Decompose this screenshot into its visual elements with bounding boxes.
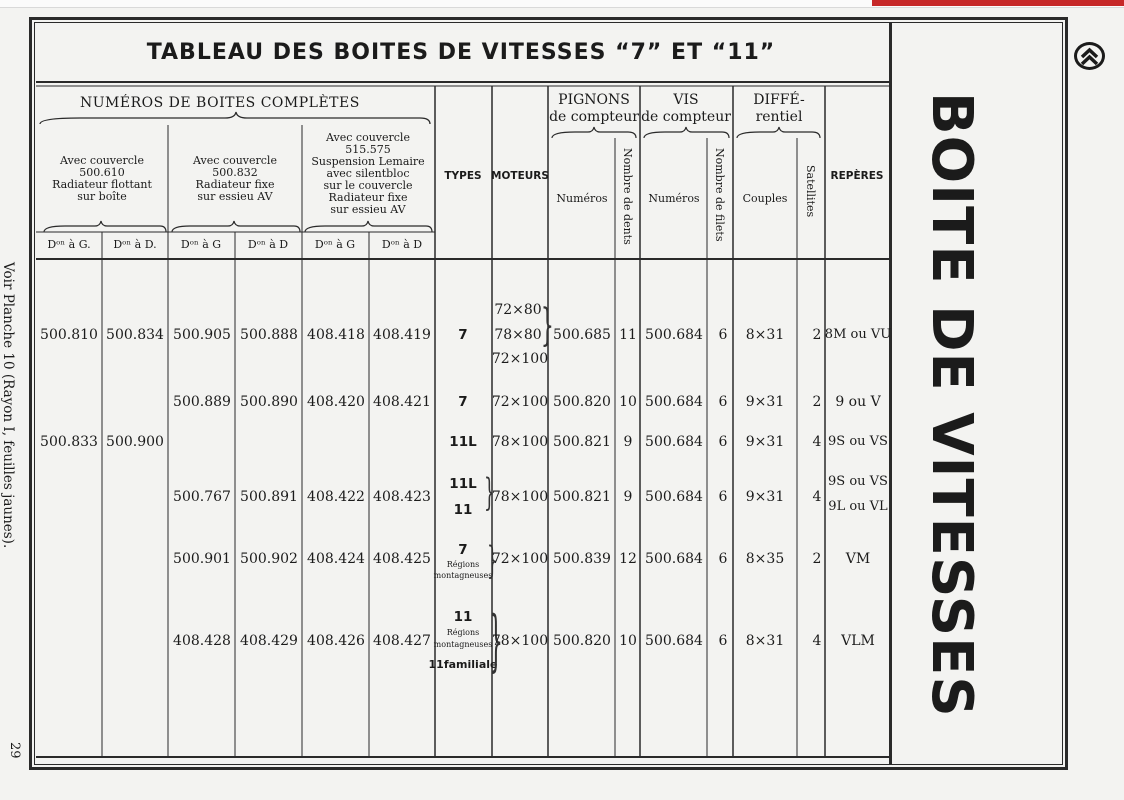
table-cell: 500.684 [645, 551, 703, 567]
type-note: Régions [446, 560, 480, 569]
table-cell: 2 [812, 327, 822, 343]
col1-header-line: sur boîte [77, 190, 127, 203]
moteur-cell: 78×80 [494, 327, 542, 343]
table-cell: 4 [812, 633, 822, 649]
vis-header-line: VIS [673, 92, 699, 108]
type-cell: 11 [453, 609, 473, 625]
col2-header [193, 155, 277, 203]
table-cell: 500.684 [645, 327, 703, 343]
type-note: montagneuses [433, 640, 493, 649]
table-cell: 10 [619, 394, 637, 410]
couples-header: Couples [742, 192, 788, 205]
reperes-cell: 9S ou VS [828, 474, 888, 489]
table-cell: 408.421 [373, 394, 431, 410]
table-cell: 500.684 [645, 434, 703, 450]
table-cell: 408.425 [373, 551, 431, 567]
pignons-header-line: PIGNONS [558, 92, 630, 108]
pignons-header [549, 92, 639, 126]
table-cell: 500.891 [240, 489, 298, 505]
pignons-header-line: de compteur [549, 109, 639, 125]
table-cell: 2 [812, 551, 822, 567]
reperes-cell: 8M ou VU [824, 327, 892, 342]
col3-header-line: Suspension Lemaire [311, 155, 425, 168]
reperes-cell: 9S ou VS [828, 434, 888, 449]
table-cell: 6 [718, 394, 728, 410]
dir-header: Dᵒⁿ à G [314, 238, 356, 251]
diff-header-line: DIFFÉ- [753, 92, 805, 108]
moteur-cell: 72×80 [494, 302, 542, 318]
table-cell: 408.424 [307, 551, 365, 567]
table-cell: 500.684 [645, 489, 703, 505]
reperes-cell: 9 ou V [835, 394, 881, 410]
moteur-cell: 78×100 [491, 489, 549, 505]
table-cell: 11 [619, 327, 637, 343]
table-cell: 500.900 [106, 434, 164, 450]
reperes-cell: VLM [841, 633, 875, 649]
diff-header [753, 92, 804, 126]
table-cell: 500.833 [40, 434, 98, 450]
table-cell: 500.685 [553, 327, 611, 343]
dir-header: Dᵒⁿ à D. [113, 238, 157, 251]
reperes-cell: VM [845, 551, 871, 567]
table-cell: 9 [623, 434, 633, 450]
side-note-text: Voir Planche 10 (Rayon I, feuilles jaunes). [0, 262, 16, 549]
brace-mark: } [489, 606, 503, 681]
table-cell: 500.820 [553, 633, 611, 649]
table-cell: 2 [812, 394, 822, 410]
col3-header [311, 132, 424, 216]
table-cell: 6 [718, 434, 728, 450]
col1-header-line: 500.610 [79, 166, 125, 179]
table-cell: 9×31 [745, 489, 785, 505]
table-cell: 500.888 [240, 327, 298, 343]
table-cell: 9 [623, 489, 633, 505]
table-cell: 12 [619, 551, 637, 567]
table-cell: 500.902 [240, 551, 298, 567]
type-note: Régions [446, 628, 480, 637]
col2-header-line: sur essieu AV [197, 190, 273, 203]
pignons-numeros-header: Numéros [556, 192, 608, 205]
col1-header-line: Radiateur flottant [52, 178, 152, 191]
table-cell: 500.821 [553, 434, 611, 450]
vis-header-line: de compteur [641, 109, 731, 125]
moteur-cell: 78×100 [491, 434, 549, 450]
table-cell: 8×35 [745, 551, 785, 567]
table-cell: 500.901 [173, 551, 231, 567]
satellites-header: Satellites [804, 165, 817, 218]
moteurs-header: MOTEURS [491, 170, 549, 182]
dir-header: Dᵒⁿ à D [247, 238, 289, 251]
type-cell: 7 [458, 542, 468, 558]
table-cell: 408.429 [240, 633, 298, 649]
table-cell: 8×31 [745, 633, 785, 649]
diff-header-line: rentiel [755, 109, 803, 125]
col2-header-line: Avec couvercle [193, 154, 277, 167]
moteur-cell: 72×100 [491, 551, 549, 567]
table-cell: 500.820 [553, 394, 611, 410]
table-cell: 500.889 [173, 394, 231, 410]
table-cell: 500.684 [645, 633, 703, 649]
reperes-cell: 9L ou VL [828, 499, 888, 514]
table-cell: 408.420 [307, 394, 365, 410]
table-cell: 408.426 [307, 633, 365, 649]
col3-header-line: 515.575 [345, 143, 391, 156]
table-cell: 500.821 [553, 489, 611, 505]
table-cell: 408.423 [373, 489, 431, 505]
vis-header [641, 92, 731, 126]
table-cell: 6 [718, 489, 728, 505]
brace-mark: } [487, 540, 498, 584]
moteur-cell: 72×100 [491, 351, 549, 367]
brace-mark: } [484, 472, 495, 516]
type-cell: 11L [449, 476, 477, 492]
type-note: montagneuses [433, 571, 493, 580]
table-cell: 500.767 [173, 489, 231, 505]
nombre-dents-header: Nombre de dents [621, 148, 634, 245]
table-cell: 500.905 [173, 327, 231, 343]
table-cell: 500.810 [40, 327, 98, 343]
col1-header [52, 155, 152, 203]
col3-header-line: sur essieu AV [330, 203, 406, 216]
table-cell: 500.839 [553, 551, 611, 567]
table-cell: 408.419 [373, 327, 431, 343]
moteur-cell: 72×100 [491, 394, 549, 410]
table-cell: 408.427 [373, 633, 431, 649]
type-cell: 11 [453, 502, 473, 518]
numeros-group-header: NUMÉROS DE BOITES COMPLÈTES [80, 95, 360, 111]
reperes-header: REPÈRES [830, 170, 884, 182]
col2-header-line: 500.832 [212, 166, 258, 179]
table-cell: 408.428 [173, 633, 231, 649]
moteur-cell: 78×100 [491, 633, 549, 649]
table-cell: 500.834 [106, 327, 164, 343]
dir-header: Dᵒⁿ à D [381, 238, 423, 251]
page-title: TABLEAU DES BOITES DE VITESSES “7” ET “11” [146, 40, 776, 65]
type-cell: 11L [449, 434, 477, 450]
sidebar-title-text: BOITE DE VITESSES [919, 92, 984, 718]
col2-header-line: Radiateur fixe [195, 178, 275, 191]
col3-header-line: Radiateur fixe [328, 191, 408, 204]
col3-header-line: sur le couvercle [323, 179, 413, 192]
table-cell: 4 [812, 434, 822, 450]
table-cell: 408.422 [307, 489, 365, 505]
page-number-text: 29 [7, 742, 22, 759]
table-cell: 8×31 [745, 327, 785, 343]
table-cell: 9×31 [745, 394, 785, 410]
table-cell: 500.684 [645, 394, 703, 410]
table-cell: 408.418 [307, 327, 365, 343]
table-cell: 6 [718, 327, 728, 343]
table-cell: 6 [718, 633, 728, 649]
type-cell: 7 [458, 394, 468, 410]
table-cell: 500.890 [240, 394, 298, 410]
type-cell: 11familiale [428, 658, 498, 671]
table-cell: 4 [812, 489, 822, 505]
dir-header: Dᵒⁿ à G [180, 238, 222, 251]
table-cell: 6 [718, 551, 728, 567]
table-cell: 9×31 [745, 434, 785, 450]
vis-numeros-header: Numéros [648, 192, 700, 205]
col3-header-line: avec silentbloc [326, 167, 410, 180]
col1-header-line: Avec couvercle [60, 154, 144, 167]
types-header: TYPES [444, 170, 482, 182]
dir-header: Dᵒⁿ à G. [47, 238, 91, 251]
nombre-filets-header: Nombre de filets [713, 148, 726, 242]
table-cell: 10 [619, 633, 637, 649]
type-cell: 7 [458, 327, 468, 343]
col3-header-line: Avec couvercle [326, 131, 410, 144]
brace-mark: } [541, 298, 554, 351]
